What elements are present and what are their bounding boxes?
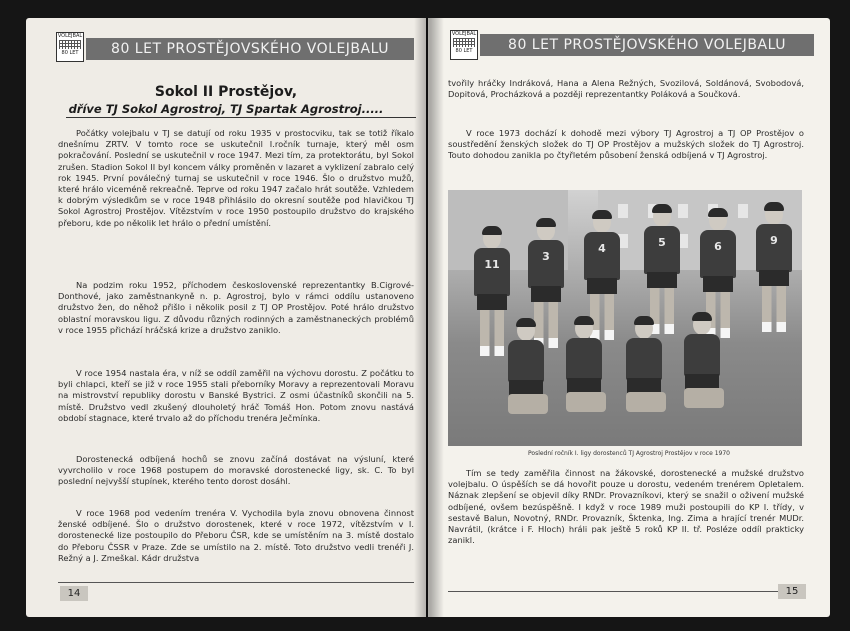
jersey-number: 3 <box>542 250 550 263</box>
running-header: 80 LET PROSTĚJOVSKÉHO VOLEJBALU <box>480 34 814 56</box>
running-header: 80 LET PROSTĚJOVSKÉHO VOLEJBALU <box>86 38 414 60</box>
jersey-number: 6 <box>714 240 722 253</box>
footer-rule <box>58 582 414 583</box>
paragraph: V roce 1954 nastala éra, v níž se oddíl zaměřil na výchovu dorostu. Z počátku to byli chlapci, kteří se již v roce 1955 stali přeborníky Moravy a reprezentovali Moravu na mistrovství republiky dorostu v Banské Bystrici. Z osmi účastníků skončili na 5. místě. Družstvo vedl zkušený dlouholetý hráč Tomáš Hon. Potom znovu nastává období stagnace, které trvalo až do příchodu trenéra Ječmínka. <box>58 368 414 423</box>
paragraph: Na podzim roku 1952, příchodem československé reprezentantky B.Cigrové-Donthové, jako zaměstnankyně n. p. Agrostroj, bylo v rámci oddílu ustanoveno družstvo žen, do něhož přišlo i několik posil z TJ OP Prostějov. Poté hrálo družstvo oblastní moravskou ligu. Z důvodu různých rodinných a zaměstnaneckých problémů v roce 1955 přichází hráčská krize a družstvo zaniklo. <box>58 280 414 335</box>
logo-text-bottom: 80 LET <box>455 48 473 54</box>
paragraph: V roce 1968 pod vedením trenéra V. Vychodila byla znovu obnovena činnost ženské odbíjené. Šlo o družstvo dorostenek, které v roce 1972, vítězstvím v I. dorostenecké lize postoupilo do Přeboru ČSR, kde se umístěním na 3. místě dostalo do Přeboru ČSSR v Praze. Zde se umístilo na 2. místě. Toto družstvo vedli trenéři J. Režný a J. Zmeškal. Kádr družstva <box>58 508 414 563</box>
article-subtitle: dříve TJ Sokol Agrostroj, TJ Spartak Agrostroj..... <box>68 102 384 116</box>
jersey-number: 5 <box>658 236 666 249</box>
article-title: Sokol II Prostějov, <box>154 84 298 100</box>
jersey-number: 11 <box>484 258 500 271</box>
left-page <box>26 18 426 617</box>
footer-rule <box>448 591 796 592</box>
volleyball-logo-icon <box>56 32 84 62</box>
jersey-number: 9 <box>770 234 778 247</box>
logo-text-bottom: 80 LET <box>61 50 79 56</box>
logo-text-top: VOLEJBAL <box>57 33 83 39</box>
volleyball-logo-icon <box>450 30 478 60</box>
paragraph: V roce 1973 dochází k dohodě mezi výbory TJ Agrostroj a TJ OP Prostějov o soustředění ženských složek do TJ OP Prostějov a mužských složek do TJ Agrostroj. Touto dohodou zanikla po čtyřletém působení ženská odbíjená v TJ Agrostroj. <box>448 128 804 161</box>
right-page <box>428 18 830 617</box>
paragraph: tvořily hráčky Indráková, Hana a Alena Režných, Svozilová, Soldánová, Svobodová, Dopitová, Procházková a později reprezentantky Poláková a Součková. <box>448 78 804 100</box>
jersey-number: 4 <box>598 242 606 255</box>
team-photo <box>448 190 802 446</box>
title-divider <box>66 117 416 118</box>
photo-caption: Poslední ročník I. ligy dorostenců TJ Agrostroj Prostějov v roce 1970 <box>528 450 730 457</box>
paragraph: Tím se tedy zaměřila činnost na žákovské, dorostenecké a mužské družstvo volejbalu. O úspěších se dá hovořit pouze u dorostu, vedeném trenérem Opletalem. Náznak zlepšení se objevil díky RNDr. Provazníkovi, který se snažil o oživení mužské odbíjené, ovšem bezúspěšně. I když v roce 1989 muži postoupili do KP I. třídy, v sestavě Balun, Novotný, RNDr. Provazník, Šktenka, Ing. Zima a hrající trenér MUDr. Navrátil, (krátce i F. Hloch) hráli pak ještě 5 roků KP II. tř. Posléze oddíl prakticky zanikl. <box>448 468 804 546</box>
paragraph: Počátky volejbalu v TJ se datují od roku 1935 v prostocviku, tak se totiž říkalo dnešnímu ZRTV. V tomto roce se uskutečnil I.ročník turnaje, který měl osm pokračování. Poslední se uskutečnil v roce 1947. Mezi tím, za protektorátu, byl Sokol zrušen. Stadion Sokol II byl koncem války proměněn v lazaret a vyklizení zabralo celý rok 1945. První poválečný turnaj se uskutečnil v roce 1946. Šlo o družstvo mužů, které hrálo viceméně rekreačně. Teprve od roku 1947 začalo hrát soutěže. Vzhledem k dobrým výsledkům se v roce 1948 přihlásilo do okresní soutěže pod hlavičkou TJ Sokol Agrostroj Prostějov. Vítězstvím v roce 1950 postoupilo družstvo do krajského přeboru, kde po několik let hrálo o přední umístění. <box>58 128 414 228</box>
paragraph: Dorostenecká odbíjená hochů se znovu začíná dostávat na výsluní, které vyvrcholilo v roce 1968 postupem do moravské dorostenecké ligy, sk. C. To byl poslední nejvyšší stupínek, kterého tento dorost dosáhl. <box>58 454 414 487</box>
logo-text-top: VOLEJBAL <box>451 31 477 37</box>
page-number: 14 <box>60 586 88 601</box>
page-number: 15 <box>778 584 806 599</box>
